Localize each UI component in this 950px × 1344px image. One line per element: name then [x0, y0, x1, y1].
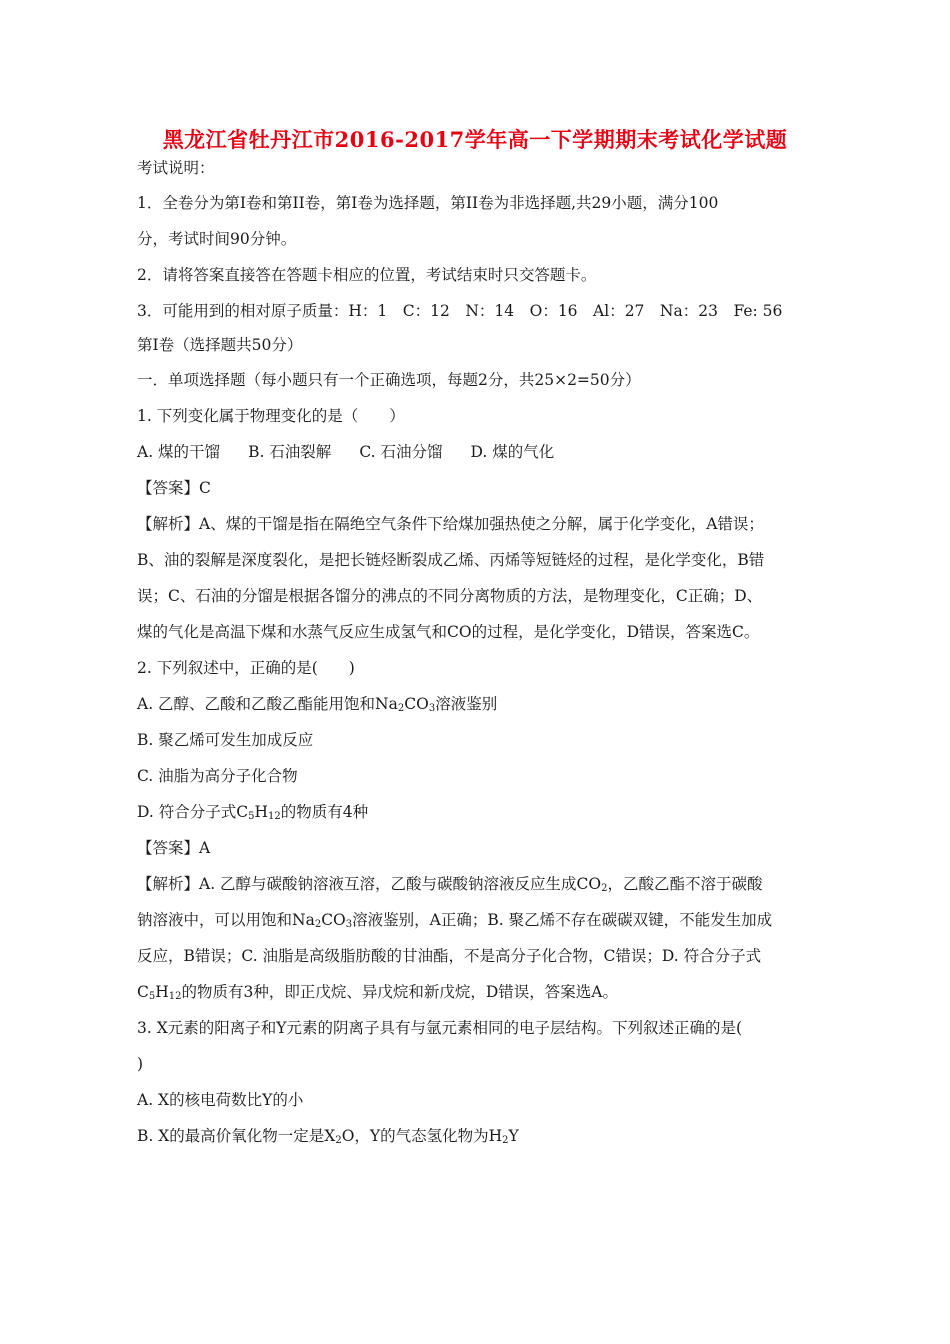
q2-option-c: C. 油脂为高分子化合物	[137, 767, 298, 785]
q1-option-a: A. 煤的干馏	[137, 443, 221, 461]
q1-option-c: C. 石油分馏	[359, 443, 443, 461]
q1-explanation-line: 误；C、石油的分馏是根据各馏分的沸点的不同分离物质的方法，是物理变化，C正确；D、	[137, 587, 763, 605]
page-title: 黑龙江省牡丹江市2016-2017学年高一下学期期末考试化学试题	[162, 127, 788, 152]
q2-option-b: B. 聚乙烯可发生加成反应	[137, 731, 314, 749]
q1-explanation-line: 【解析】A、煤的干馏是指在隔绝空气条件下给煤加强热使之分解，属于化学变化，A错误；	[137, 515, 764, 533]
part1-heading: 第I卷（选择题共50分）	[137, 336, 303, 354]
q3-stem-cont: )	[137, 1055, 144, 1073]
q2-option-d: D. 符合分子式$C_5H_{12}$的物质有4种	[137, 803, 369, 822]
q1-options	[137, 434, 827, 470]
q1-explanation-line: 煤的气化是高温下煤和水蒸气反应生成氢气和CO的过程，是化学变化，D错误，答案选C。	[137, 623, 760, 641]
q2-option-a: A. 乙醇、乙酸和乙酸乙酯能用饱和$Na_2CO_3$溶液鉴别	[137, 695, 498, 714]
q2-explanation-line: $C_5H_{12}$的物质有3种，即正戊烷、异戊烷和新戊烷，D错误，答案选A。	[137, 983, 619, 1002]
instruction-item-1-cont: 分，考试时间90分钟。	[137, 230, 297, 248]
q2-stem: 2. 下列叙述中，正确的是( )	[137, 659, 355, 677]
q3-stem: 3. X元素的阳离子和Y元素的阴离子具有与氩元素相同的电子层结构。下列叙述正确的是(	[137, 1019, 743, 1037]
q2-explanation-line: 反应，B错误；C. 油脂是高级脂肪酸的甘油酯，不是高分子化合物，C错误；D. 符合分子式	[137, 947, 762, 965]
instructions-heading: 考试说明：	[137, 159, 215, 177]
q1-answer: 【答案】C	[137, 479, 211, 497]
instruction-item-2: 2．请将答案直接答在答题卡相应的位置，考试结束时只交答题卡。	[137, 266, 597, 284]
q2-explanation-line: 【解析】A. 乙醇与碳酸钠溶液互溶，乙酸与碳酸钠溶液反应生成$CO_2$，乙酸乙酯不溶于碳酸	[137, 875, 763, 894]
instruction-item-1: 1．全卷分为第I卷和第II卷，第I卷为选择题，第II卷为非选择题,共29小题，满分100	[137, 194, 719, 212]
q3-option-a: A. X的核电荷数比Y的小	[137, 1091, 304, 1109]
instruction-item-3: 3．可能用到的相对原子质量：H：1 C：12 N：14 O：16 Al：27 Na：23 Fe: 56	[137, 302, 783, 320]
q1-stem: 1. 下列变化属于物理变化的是（ ）	[137, 407, 405, 425]
q1-option-b: B. 石油裂解	[248, 443, 332, 461]
q2-explanation-line: 钠溶液中，可以用饱和$Na_2CO_3$溶液鉴别，A正确；B. 聚乙烯不存在碳碳双键，不能发生加成	[137, 911, 773, 930]
q1-explanation-line: B、油的裂解是深度裂化，是把长链烃断裂成乙烯、丙烯等短链烃的过程，是化学变化，B错	[137, 551, 765, 569]
document-body	[137, 152, 827, 1154]
section-heading: 一．单项选择题（每小题只有一个正确选项，每题2分，共25×2=50分）	[137, 371, 641, 389]
q2-answer: 【答案】A	[137, 839, 211, 857]
q3-option-b: B. X的最高价氧化物一定是$X_2O$，Y的气态氢化物为$H_2Y$	[137, 1127, 519, 1146]
q1-option-d: D. 煤的气化	[470, 443, 555, 461]
